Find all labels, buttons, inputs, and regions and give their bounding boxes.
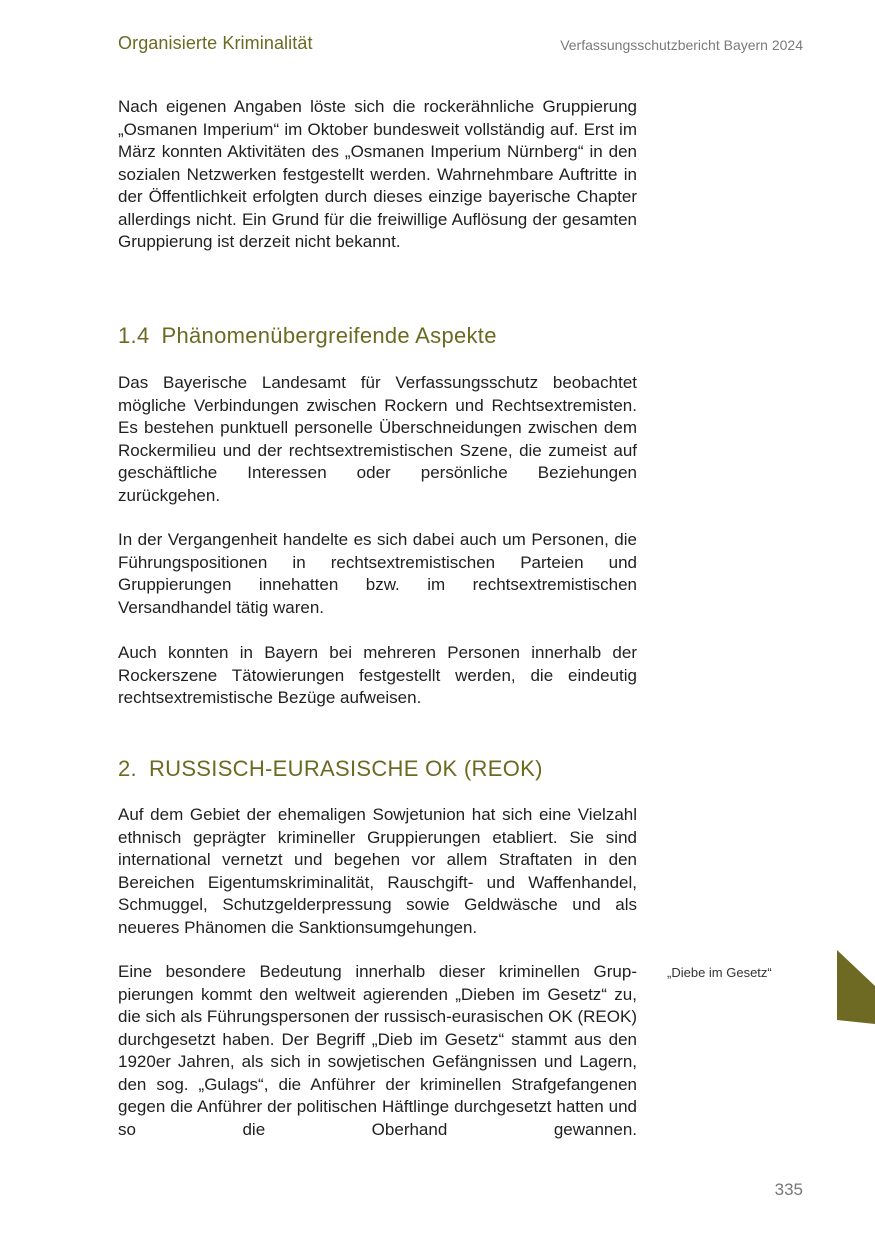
- paragraph-2-a: Auf dem Gebiet der ehemaligen Sowjetunion hat sich eine Vielzahl ethnisch geprägter krimineller Gruppierungen etabliert. Sie sind international vernetzt und begehen vor allem Straftaten in den Bereichen Eigentumskriminalität, Rauschgift- und Waffenhandel, Schmuggel, Schutzgelderpressung sowie Geldwäsche und als neueres Phänomen die Sanktionsumgehungen.: [118, 805, 637, 937]
- section-number: 1.4: [118, 323, 150, 348]
- section-title: RUSSISCH-EURASISCHE OK (REOK): [148, 756, 543, 781]
- section-title: Phänomenübergreifende Aspekte: [161, 323, 497, 348]
- section-heading-1-4: [118, 323, 497, 349]
- running-head-chapter: Organisierte Kriminalität: [118, 33, 313, 53]
- chapter-tab-marker: [837, 950, 875, 1029]
- margin-note: „Diebe im Gesetz“: [667, 965, 772, 980]
- paragraph-1-4-b: In der Vergangenheit handelte es sich dabei auch um Personen, die Führungspositionen in rechtsextremistischen Parteien und Gruppierungen innehatten bzw. im rechtsextremistischen Versandhandel tätig waren.: [118, 530, 637, 617]
- running-head-report: Verfassungsschutzbericht Bayern 2024: [560, 37, 803, 53]
- paragraph-1-4-a: Das Bayerische Landesamt für Verfassungsschutz beobachtet mögliche Verbindungen zwischen Rockern und Rechtsextremisten. Es bestehen punktuell personelle Überschneidungen zwischen dem Rockermilieu und der rechtsextremistischen Szene, die zumeist auf geschäftliche Interessen oder persönliche Beziehungen zurückgehen.: [118, 373, 637, 505]
- paragraph-2-b: Eine besondere Bedeutung innerhalb dieser kriminellen Gruppierungen kommt den weltweit agierenden „Dieben im Gesetz“ zu, die sich als Führungspersonen der russisch-eurasischen OK (REOK) durchgesetzt haben. Der Begriff „Dieb im Gesetz“ stammt aus den 1920er Jahren, als sich in sowjetischen Gefängnissen und Lagern, den sog. „Gulags“, die Anführer der kriminellen Strafgefangenen gegen die Anführer der politischen Häftlinge durchgesetzt hatten und so die Oberhand gewannen.: [118, 962, 637, 1139]
- section-number: 2.: [118, 756, 137, 781]
- paragraph-1-4-c: Auch konnten in Bayern bei mehreren Personen innerhalb der Rockerszene Tätowierungen festgestellt werden, die eindeutig rechtsextremistische Bezüge aufweisen.: [118, 643, 637, 707]
- section-heading-2: [118, 756, 543, 782]
- page-number: 335: [774, 1180, 803, 1199]
- intro-paragraph: Nach eigenen Angaben löste sich die rockerähnliche Gruppierung „Osmanen Imperium“ im Oktober bundesweit vollständig auf. Erst im März konnten Aktivitäten des „Osmanen Imperium Nürnberg“ in den sozialen Netzwerken festgestellt werden. Wahrnehmbare Auftritte in der Öffentlichkeit erfolgten durch dieses einzige bayerische Chapter allerdings nicht. Ein Grund für die freiwillige Auflösung der gesamten Gruppierung ist derzeit nicht bekannt.: [118, 97, 637, 251]
